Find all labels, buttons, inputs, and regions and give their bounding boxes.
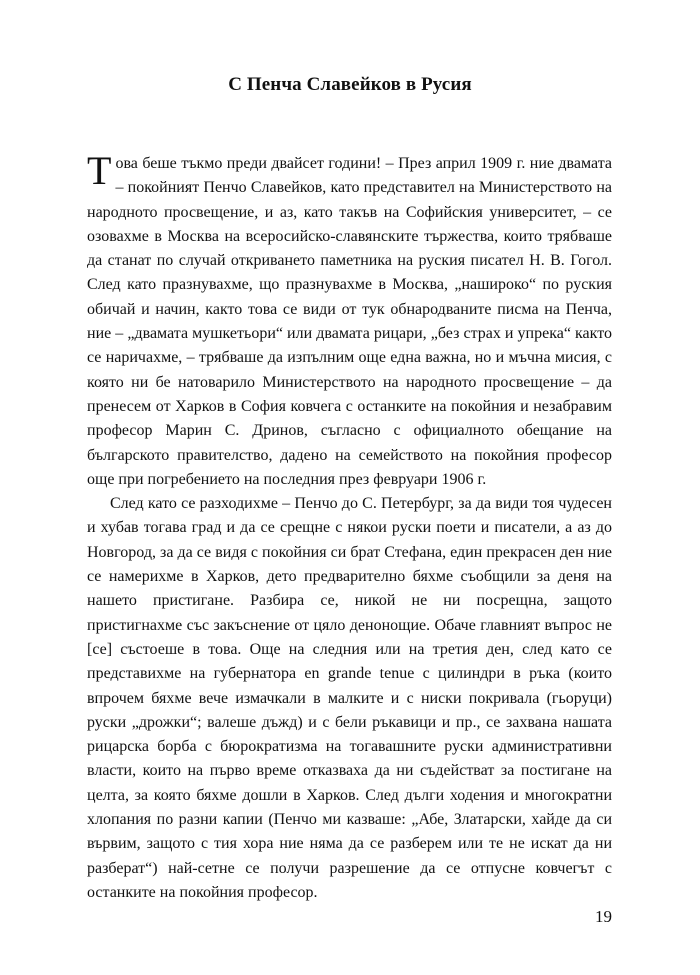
paragraph-2: След като се разходихме – Пенчо до С. Петербург, за да види тоя чудесен и хубав тогава град и да се срещне с някои руски поети и писатели, а аз до Новгород, за да се видя с покойния си брат Стефана, един прекрасен ден ние се намерихме в Харков, дето предварително бяхме съобщили за деня на нашето пристигане. Разбира се, никой не ни посрещна, защото пристигнахме със закъснение от цяло денонощие. Обаче главният въпрос не [се] състоеше в това. Още на следния или на третия ден, след като се представихме на губернатора en grande tenue с цилиндри в ръка (които впрочем бяхме вече измачкали в малките и с ниски покривала (гьоруци) руски „дрожки“; валеше дъжд) и с бели ръкавици и пр., се захвана нашата рицарска борба с бюрократизма на тогавашните руски административни власти, които на първо време отказваха да ни съдействат за постигане на целта, за която бяхме дошли в Харков. След дълги ходения и многократни хлопания по разни капии (Пенчо ми казваше: „Абе, Златарски, хайде да си вървим, защото с тия хора ние няма да се разберем или те не искат да ни разберат“) най-сетне се получи разрешение да се отпусне ковчегът с останките на покойния професор.: [87, 495, 612, 901]
drop-cap-letter: Т: [87, 148, 112, 193]
paragraph-1-text: ова беше тъкмо преди двайсет години! – През април 1909 г. ние двамата – покойният Пенчо Славейков, като представител на Министерството на народното просвещение, и аз, като такъв на Софийския университет, – се озовахме в Москва на всеросийско-славянските тържества, които трябваше да станат по случай откриването паметника на руския писател Н. В. Гогол. След като празнувахме, що празнувахме в Москва, „нашироко“ по руския обичай и начин, както това се види от тук обнародваните писма на Пенча, ние – „двамата мушкетьори“ или двамата рицари, „без страх и упрека“ както се наричахме, – трябваше да изпълним още една важна, но и мъчна мисия, с която ни бе натоварило Министерството на народното просвещение – да пренесем от Харков в София ковчега с останките на покойния и незабравим професор Марин С. Дринов, съгласно с официалното обещание на българското правителство, дадено на семейството на покойния професор още при погребението на последния през февруари 1906 г.: [87, 155, 612, 488]
page-number: 19: [595, 907, 612, 926]
chapter-title: С Пенча Славейков в Русия: [228, 74, 472, 95]
body-text: [87, 148, 612, 905]
paragraph-1: [87, 148, 612, 492]
